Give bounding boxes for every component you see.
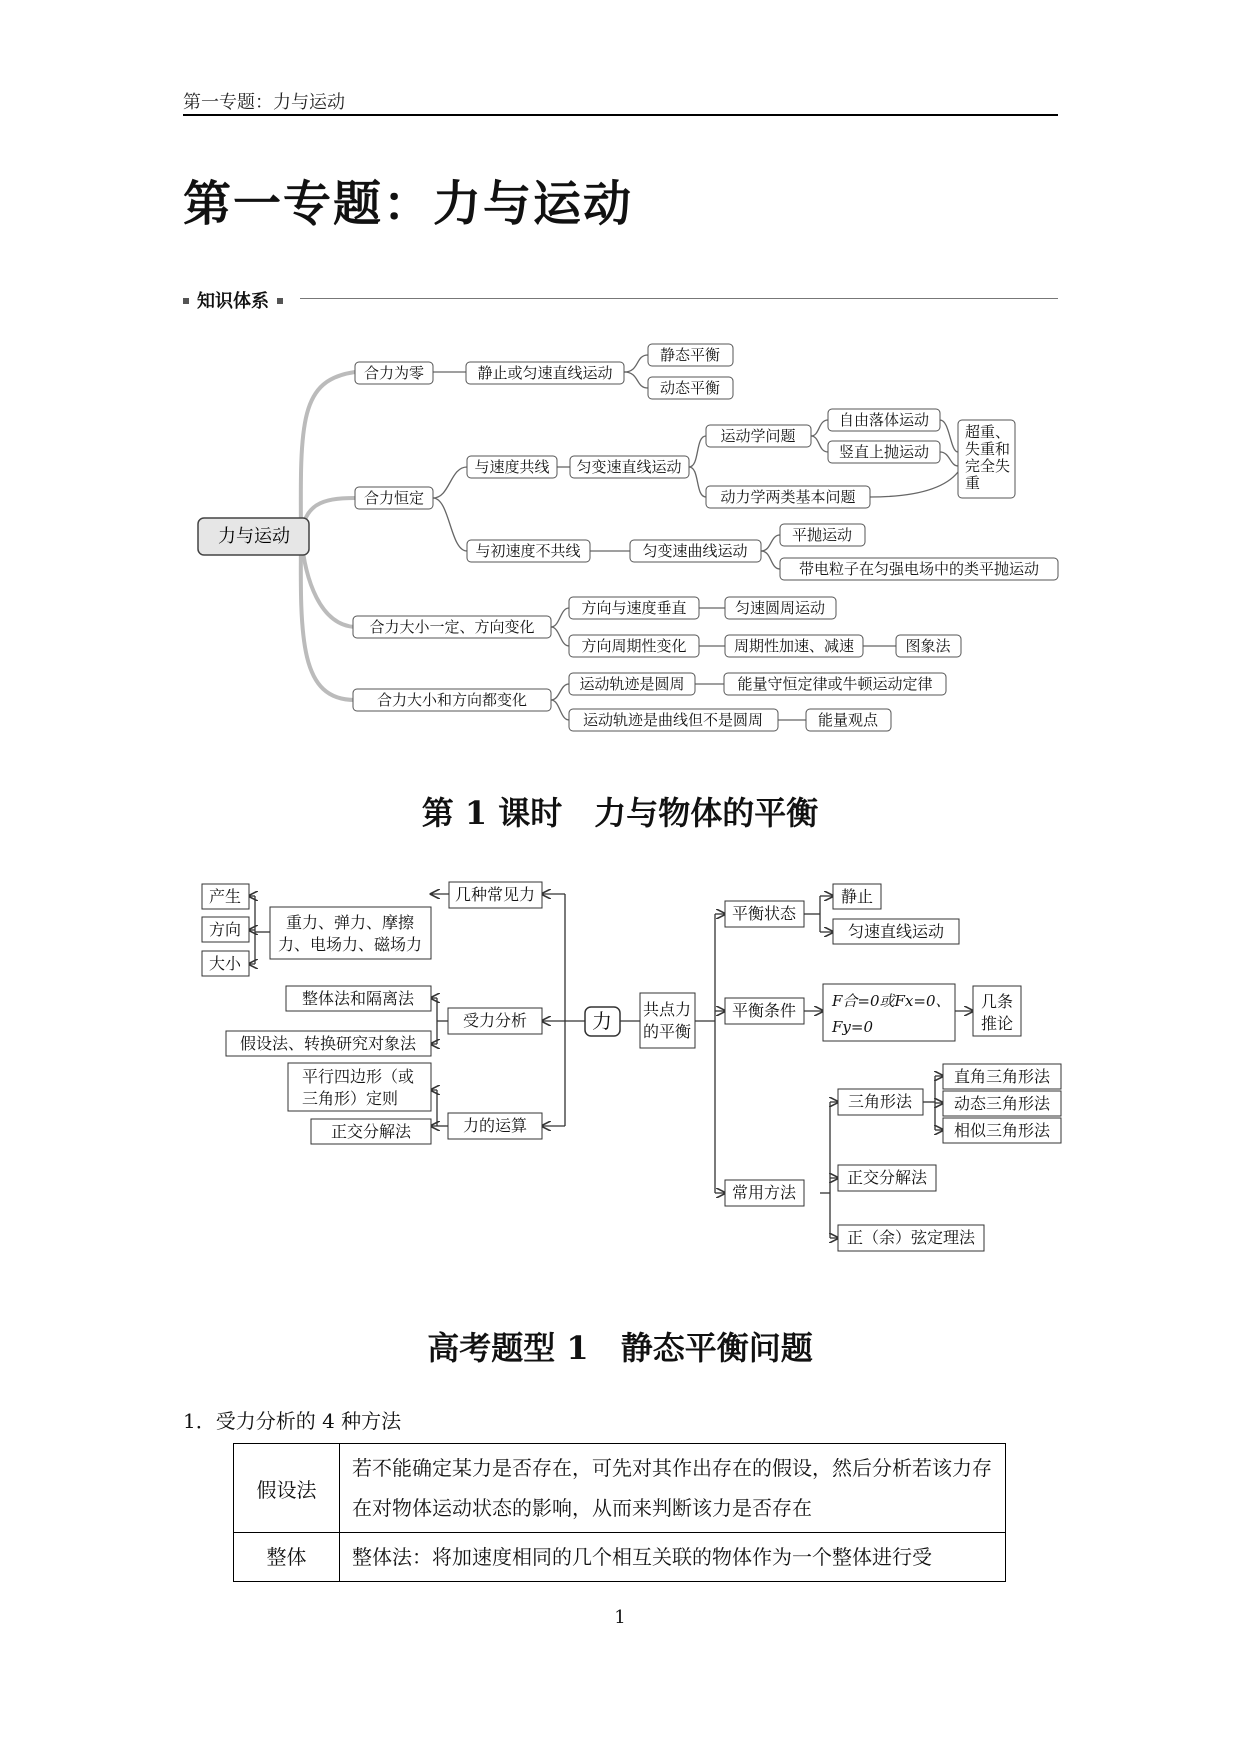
exam-type-title: 高考题型 1 静态平衡问题 bbox=[427, 1329, 813, 1367]
node-b3-perpendicular bbox=[569, 597, 699, 619]
node-b2-vertical bbox=[828, 441, 940, 463]
node-b3 bbox=[353, 616, 551, 638]
node-condition-formula bbox=[823, 984, 955, 1041]
svg-text:力的运算: 力的运算 bbox=[462, 1116, 528, 1135]
node-b2-charged bbox=[780, 558, 1058, 580]
node-state bbox=[725, 901, 804, 927]
svg-text:受力分析: 受力分析 bbox=[462, 1011, 528, 1030]
node-b4-view bbox=[806, 709, 891, 731]
node-b2-kinematics bbox=[706, 425, 811, 447]
svg-text:动力学两类基本问题: 动力学两类基本问题 bbox=[720, 488, 856, 506]
svg-text:假设法、转换研究对象法: 假设法、转换研究对象法 bbox=[239, 1034, 417, 1053]
node-orthogonal-2 bbox=[838, 1165, 936, 1191]
node-b2-nonparallel bbox=[467, 540, 590, 562]
node-uniform bbox=[833, 919, 959, 944]
svg-text:与初速度不共线: 与初速度不共线 bbox=[475, 542, 581, 560]
mindmap-force-motion bbox=[0, 0, 1240, 760]
node-b2-parallel bbox=[467, 456, 557, 478]
node-b1-state bbox=[466, 362, 624, 384]
node-b2-curve bbox=[630, 540, 761, 562]
svg-text:常用方法: 常用方法 bbox=[731, 1183, 797, 1202]
node-force-analysis bbox=[448, 1008, 542, 1034]
svg-text:平行四边形（或: 平行四边形（或 bbox=[301, 1067, 415, 1086]
svg-text:超重、: 超重、 bbox=[965, 423, 1011, 441]
svg-text:周期性加速、减速: 周期性加速、减速 bbox=[733, 637, 855, 655]
svg-text:动态平衡: 动态平衡 bbox=[659, 379, 721, 397]
svg-text:能量观点: 能量观点 bbox=[817, 711, 879, 729]
svg-text:力、电场力、磁场力: 力、电场力、磁场力 bbox=[277, 935, 423, 954]
svg-text:平抛运动: 平抛运动 bbox=[791, 526, 853, 544]
svg-text:竖直上抛运动: 竖直上抛运动 bbox=[838, 443, 930, 461]
node-b3-periodic bbox=[569, 635, 699, 657]
svg-text:能量守恒定律或牛顿运动定律: 能量守恒定律或牛顿运动定律 bbox=[737, 675, 933, 693]
svg-text:平衡状态: 平衡状态 bbox=[731, 904, 797, 923]
svg-text:力: 力 bbox=[592, 1009, 612, 1033]
node-parallelogram bbox=[288, 1063, 431, 1111]
svg-text:产生: 产生 bbox=[208, 887, 242, 906]
svg-text:静态平衡: 静态平衡 bbox=[659, 346, 721, 364]
svg-text:的平衡: 的平衡 bbox=[642, 1022, 692, 1041]
node-b1 bbox=[355, 362, 433, 384]
node-rest bbox=[833, 884, 881, 909]
svg-text:平衡条件: 平衡条件 bbox=[731, 1001, 797, 1020]
node-b2-overweight bbox=[958, 420, 1015, 498]
svg-text:F合=0或Fx=0、: F合=0或Fx=0、 bbox=[832, 992, 951, 1010]
svg-text:几种常见力: 几种常见力 bbox=[454, 885, 536, 904]
svg-text:正（余）弦定理法: 正（余）弦定理法 bbox=[846, 1228, 976, 1247]
node-prop-origin bbox=[202, 884, 249, 909]
svg-text:匀变速曲线运动: 匀变速曲线运动 bbox=[642, 542, 748, 560]
svg-text:直角三角形法: 直角三角形法 bbox=[953, 1067, 1051, 1086]
node-prop-magnitude bbox=[202, 951, 249, 976]
node-dynamic-triangle bbox=[943, 1091, 1061, 1116]
svg-text:大小: 大小 bbox=[208, 954, 242, 973]
svg-text:正交分解法: 正交分解法 bbox=[846, 1168, 928, 1187]
svg-text:方向: 方向 bbox=[208, 920, 242, 939]
node-force-center bbox=[585, 1007, 620, 1036]
table-row bbox=[234, 1533, 1006, 1582]
svg-text:匀速圆周运动: 匀速圆周运动 bbox=[734, 599, 826, 617]
node-b3-graph bbox=[896, 635, 961, 657]
svg-text:几条: 几条 bbox=[980, 992, 1014, 1011]
node-similar-triangle bbox=[943, 1118, 1061, 1143]
svg-text:匀变速直线运动: 匀变速直线运动 bbox=[576, 458, 682, 476]
section-label-text: 知识体系 bbox=[197, 291, 269, 312]
svg-text:推论: 推论 bbox=[980, 1014, 1014, 1033]
svg-text:三角形法: 三角形法 bbox=[847, 1092, 913, 1111]
svg-text:失重和: 失重和 bbox=[965, 440, 1011, 458]
svg-text:合力大小一定、方向变化: 合力大小一定、方向变化 bbox=[369, 618, 535, 636]
svg-text:带电粒子在匀强电场中的类平抛运动: 带电粒子在匀强电场中的类平抛运动 bbox=[798, 560, 1040, 578]
node-b2-dynamics bbox=[706, 486, 870, 508]
node-b3-accel bbox=[725, 635, 863, 657]
svg-text:相似三角形法: 相似三角形法 bbox=[953, 1121, 1051, 1140]
svg-text:自由落体运动: 自由落体运动 bbox=[838, 411, 930, 429]
svg-text:运动轨迹是曲线但不是圆周: 运动轨迹是曲线但不是圆周 bbox=[582, 711, 764, 729]
point-title: 1．受力分析的 4 种方法 bbox=[183, 1409, 402, 1433]
node-b4-curve bbox=[569, 709, 778, 731]
lesson-title: 第 1 课时 力与物体的平衡 bbox=[421, 794, 819, 832]
node-assume bbox=[226, 1031, 431, 1056]
svg-text:图象法: 图象法 bbox=[905, 637, 951, 655]
svg-text:匀速直线运动: 匀速直线运动 bbox=[847, 922, 945, 941]
node-common-forces bbox=[449, 882, 542, 908]
svg-text:重力、弹力、摩擦: 重力、弹力、摩擦 bbox=[285, 913, 415, 932]
table-key: 假设法 bbox=[234, 1444, 340, 1533]
mindmap-equilibrium bbox=[0, 860, 1240, 1280]
node-prop-direction bbox=[202, 917, 249, 942]
node-b2-freefall bbox=[828, 409, 940, 431]
node-b4-energy bbox=[724, 673, 946, 695]
svg-text:整体法和隔离法: 整体法和隔离法 bbox=[301, 989, 415, 1008]
node-b1-static bbox=[648, 344, 733, 366]
node-b4 bbox=[353, 689, 551, 711]
svg-text:共点力: 共点力 bbox=[642, 1000, 692, 1019]
svg-text:合力为零: 合力为零 bbox=[363, 364, 425, 382]
node-condition bbox=[725, 998, 804, 1024]
table-row bbox=[234, 1444, 1006, 1533]
table-value: 若不能确定某力是否存在，可先对其作出存在的假设，然后分析若该力存在对物体运动状态的影响，从而来判断该力是否存在 bbox=[340, 1444, 1006, 1533]
svg-text:动态三角形法: 动态三角形法 bbox=[953, 1094, 1051, 1113]
node-sine-law bbox=[838, 1225, 984, 1251]
svg-text:正交分解法: 正交分解法 bbox=[330, 1122, 412, 1141]
svg-text:三角形）定则: 三角形）定则 bbox=[301, 1089, 399, 1108]
node-b2-linear bbox=[570, 456, 689, 478]
page-title: 第一专题：力与运动 bbox=[183, 176, 634, 232]
node-orthogonal bbox=[311, 1119, 431, 1144]
node-methods bbox=[725, 1180, 804, 1206]
mindmap-root bbox=[198, 518, 309, 555]
node-b2-projectile bbox=[780, 524, 865, 546]
svg-text:静止或匀速直线运动: 静止或匀速直线运动 bbox=[477, 364, 613, 382]
node-b3-circular bbox=[725, 597, 836, 619]
node-corollary bbox=[973, 986, 1021, 1036]
node-b2 bbox=[355, 487, 433, 509]
table-key: 整体 bbox=[234, 1533, 340, 1582]
svg-text:方向与速度垂直: 方向与速度垂直 bbox=[581, 599, 687, 617]
node-common-list bbox=[270, 907, 431, 959]
running-header: 第一专题：力与运动 bbox=[183, 92, 345, 113]
node-triangle bbox=[838, 1089, 923, 1115]
svg-text:Fy=0: Fy=0 bbox=[832, 1018, 873, 1036]
methods-table bbox=[233, 1443, 1006, 1582]
page-number: 1 bbox=[614, 1607, 626, 1628]
svg-text:静止: 静止 bbox=[840, 887, 874, 906]
node-b4-circle bbox=[569, 673, 695, 695]
svg-text:合力恒定: 合力恒定 bbox=[363, 489, 425, 507]
svg-text:重: 重 bbox=[965, 474, 981, 492]
node-right-triangle bbox=[943, 1064, 1061, 1089]
svg-text:运动轨迹是圆周: 运动轨迹是圆周 bbox=[579, 675, 685, 693]
svg-text:完全失: 完全失 bbox=[965, 457, 1011, 475]
svg-text:运动学问题: 运动学问题 bbox=[720, 427, 796, 445]
svg-text:方向周期性变化: 方向周期性变化 bbox=[581, 637, 687, 655]
node-whole-isolation bbox=[286, 986, 431, 1011]
node-operation bbox=[448, 1113, 542, 1139]
svg-text:与速度共线: 与速度共线 bbox=[474, 458, 550, 476]
node-equilibrium bbox=[640, 993, 695, 1048]
svg-text:合力大小和方向都变化: 合力大小和方向都变化 bbox=[376, 691, 528, 709]
mindmap-root-label: 力与运动 bbox=[218, 526, 290, 547]
table-value: 整体法：将加速度相同的几个相互关联的物体作为一个整体进行受 bbox=[340, 1533, 1006, 1582]
node-b1-dynamic bbox=[648, 377, 733, 399]
